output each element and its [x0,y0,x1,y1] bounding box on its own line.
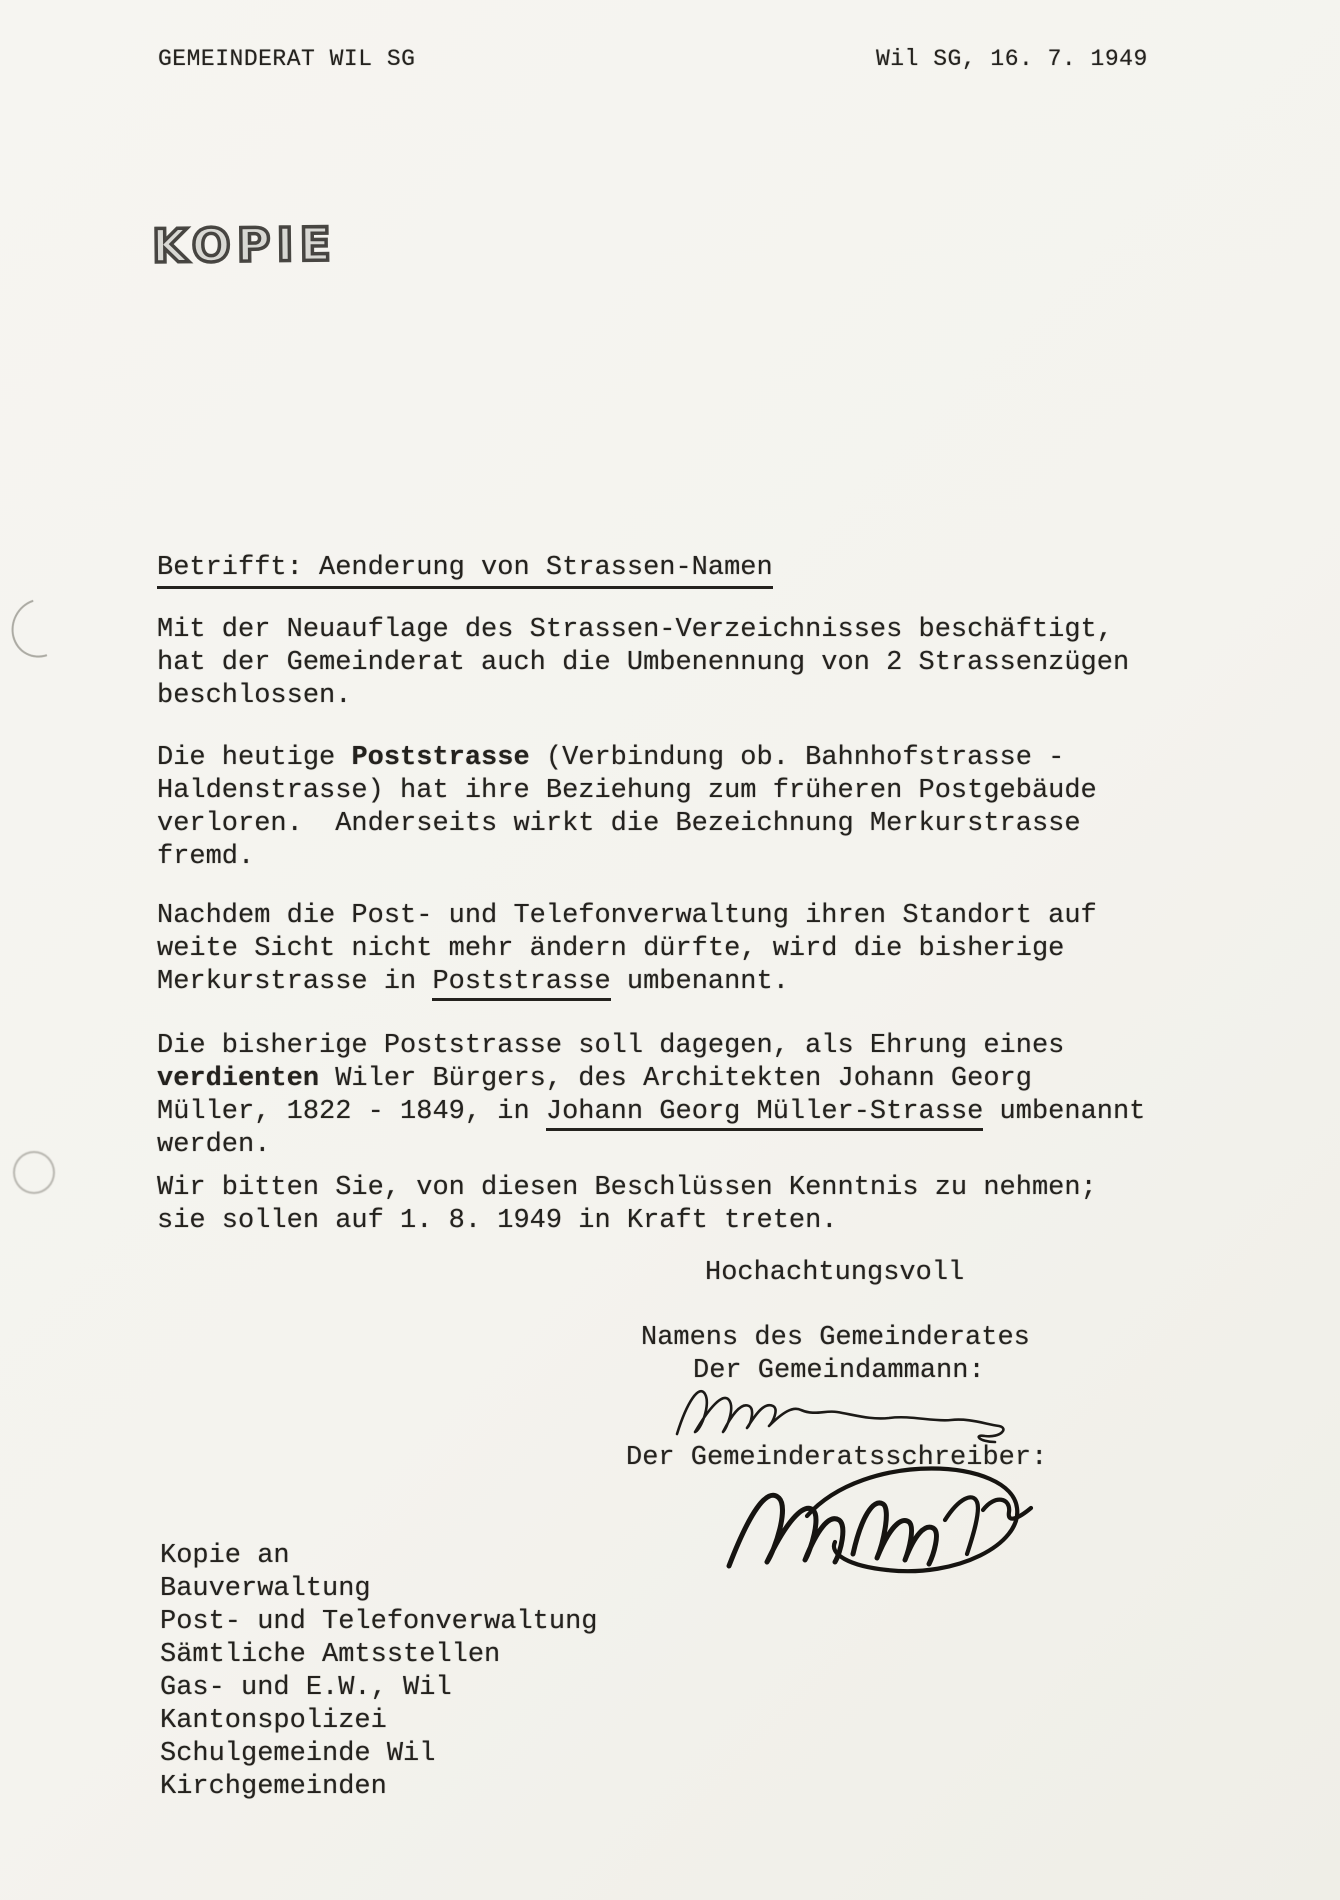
signature-ink-strokes [715,1458,1055,1588]
text-line: verloren. Anderseits wirkt die Bezeichnung Merkurstrasse [157,809,1081,839]
text-line: Haldenstrasse) hat ihre Beziehung zum früheren Postgebäude [157,776,1097,806]
text-segment: (Verbindung ob. Bahnhofstrasse - [529,743,1065,773]
text-segment: Müller, 1822 - 1849, in [157,1097,546,1127]
distribution-list [160,1540,597,1804]
hole-punch-mark-top [1,588,79,667]
recipient-item: Sämtliche Amtsstellen [160,1640,501,1670]
text-segment: Die heutige [157,743,352,773]
clerk-role-line: Der Gemeinderatsschreiber: [626,1443,1048,1473]
text-line: Mit der Neuauflage des Strassen-Verzeichnisses beschäftigt, [157,615,1113,645]
text-line: werden. [157,1130,271,1160]
text-segment: umbenannt [983,1097,1146,1127]
text-line: Nachdem die Post- und Telefonverwaltung ihren Standort auf [157,901,1097,931]
recipient-item: Kantonspolizei [160,1706,387,1736]
sender-name: GEMEINDERAT WIL SG [158,46,416,72]
recipient-item: Gas- und E.W., Wil [160,1673,452,1703]
text-segment: umbenannt. [610,967,789,997]
salutation: Hochachtungsvoll [705,1258,965,1288]
paragraph-3 [157,900,1097,999]
emphasized-word: verdienten [157,1064,320,1094]
text-line: hat der Gemeinderat auch die Umbenennung von 2 Strassenzügen [157,648,1130,678]
new-street-name-underlined: Johann Georg Müller-Strasse [546,1097,983,1131]
paragraph-4 [157,1030,1145,1162]
text-line: Die bisherige Poststrasse soll dagegen, als Ehrung eines [157,1031,1065,1061]
new-street-name-underlined: Poststrasse [432,967,610,1001]
kopie-stamp: KOPIE [151,217,338,273]
mayor-role-line: Der Gemeindammann: [693,1356,985,1386]
paragraph-2 [157,742,1097,874]
place-date-line: Wil SG, 16. 7. 1949 [876,46,1148,72]
text-line [157,742,1097,775]
paragraph-5 [157,1172,1097,1238]
recipient-item: Post- und Telefonverwaltung [160,1607,598,1637]
distribution-heading: Kopie an [160,1541,290,1571]
text-line [157,1063,1145,1096]
text-line: fremd. [157,842,255,872]
street-name-emphasis: Poststrasse [351,743,530,773]
text-line [157,1096,1145,1129]
subject-line: Betrifft: Aenderung von Strassen-Namen [157,553,773,589]
signature-ink-strokes [665,1372,1025,1454]
paragraph-1 [157,614,1129,713]
text-line: sie sollen auf 1. 8. 1949 in Kraft treten. [157,1206,838,1236]
text-line [157,966,1097,999]
recipient-item: Kirchgemeinden [160,1772,387,1802]
hole-punch-mark-bottom [13,1151,55,1194]
text-line: Wir bitten Sie, von diesen Beschlüssen Kenntnis zu nehmen; [157,1173,1097,1203]
text-line: beschlossen. [157,681,352,711]
on-behalf-line: Namens des Gemeinderates [641,1323,1030,1353]
recipient-item: Schulgemeinde Wil [160,1739,436,1769]
ratsschreiber-signature [715,1458,1055,1593]
text-segment: Wiler Bürgers, des Architekten Johann Georg [319,1064,1032,1094]
recipient-item: Bauverwaltung [160,1574,371,1604]
text-line: weite Sicht nicht mehr ändern dürfte, wird die bisherige [157,934,1065,964]
text-segment: Merkurstrasse in [157,967,433,997]
